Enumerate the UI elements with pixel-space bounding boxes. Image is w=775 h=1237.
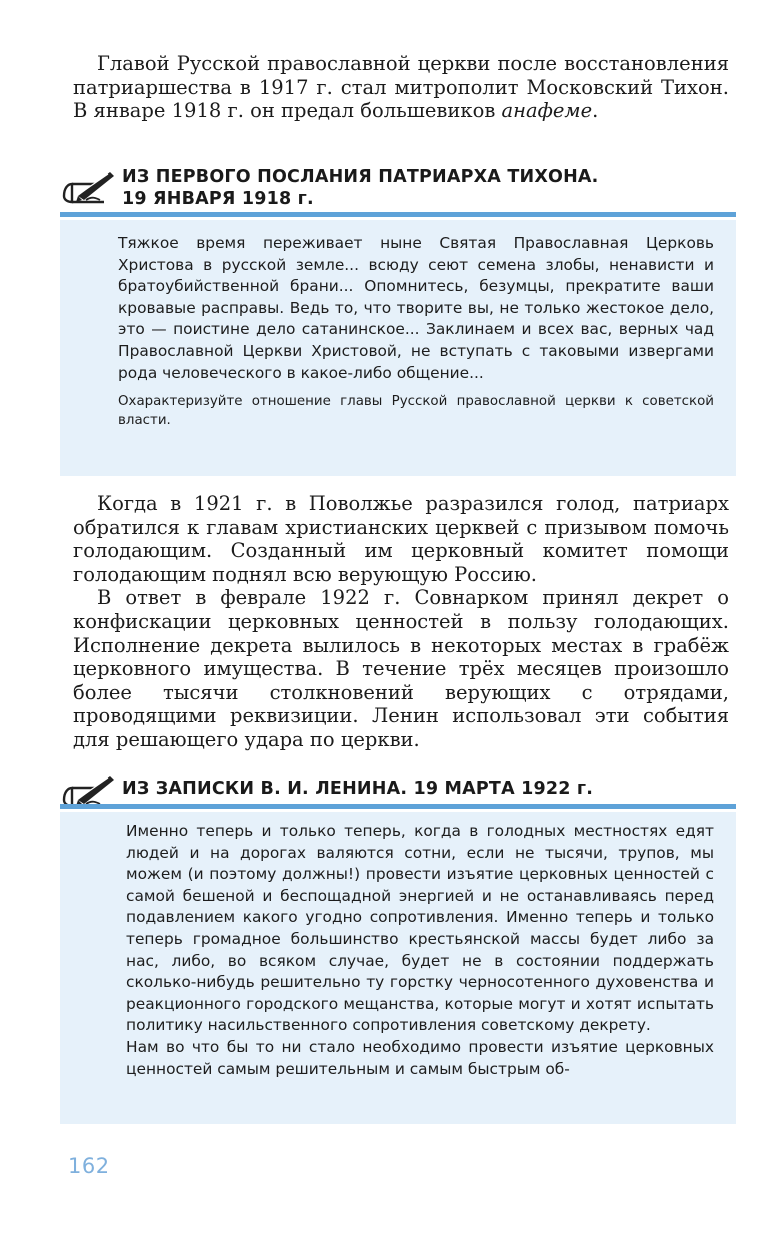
document1-quote-box [60,220,736,476]
document2-quote-p2: Нам во что бы то ни стало необходимо провести изъятие церковных ценностей самым решительным и самым быстрым об- [126,1037,714,1078]
document1-title-line2: 19 ЯНВАРЯ 1918 г. [122,189,314,209]
intro-paragraph [73,52,729,123]
document2-quote-box [60,812,736,1124]
paragraph-decree: В ответ в феврале 1922 г. Совнарком принял декрет о конфискации церковных ценностей в пользу голодающих. Исполнение декрета вылилось в некоторых местах в грабёж церковного имущества. В течение трёх месяцев произошло более тысячи столкновений верующих с отрядами, проводящими реквизиции. Ленин использовал эти события для решающего удара по церкви. [73,586,729,751]
document1-quote [118,233,714,384]
paragraph-famine: Когда в 1921 г. в Поволжье разразился голод, патриарх обратился к главам христианских церквей с призывом помочь голодающим. Созданный им церковный комитет помощи голодающим поднял всю верующую Россию. [73,492,729,586]
document1-quote-text: Тяжкое время переживает ныне Святая Православная Церковь Христова в русской земле... всюду сеют семена злобы, ненависти и братоубийственной брани... Опомнитесь, безумцы, прекратите ваши кровавые расправы. Ведь то, что творите вы, не только жестокое дело, это — поистине дело сатанинское... Заклинаем и всех вас, верных чад Православной Церкви Христовой, не вступать с таковыми извергами рода человеческого в какое-либо общение... [118,234,714,382]
quill-pen-icon [60,166,118,210]
document1-header [60,166,732,210]
document2-rule [60,804,736,809]
document1-title-line1: ИЗ ПЕРВОГО ПОСЛАНИЯ ПАТРИАРХА ТИХОНА. [122,167,599,187]
intro-text: Главой Русской православной церкви после восстановления патриаршества в 1917 г. стал митрополит Московский Тихон. В январе 1918 г. он предал большевиков [73,52,729,123]
document2-quote [126,821,714,1080]
document2-title: ИЗ ЗАПИСКИ В. И. ЛЕНИНА. 19 МАРТА 1922 г. [122,779,594,799]
document1-task: Охарактеризуйте отношение главы Русской православной церкви к советской власти. [118,394,714,429]
page-number: 162 [68,1154,110,1178]
middle-paragraphs [73,492,729,752]
intro-end: . [592,99,599,123]
intro-italic-term: анафеме [501,99,593,123]
document1-rule [60,212,736,217]
document2-quote-p1: Именно теперь и только теперь, когда в голодных местностях едят людей и на дорогах валяются сотни, если не тысячи, трупов, мы можем (и поэтому должны!) провести изъятие церковных ценностей с самой бешеной и беспощадной энергией и не останавливаясь перед подавлением какого угодно сопротивления. Именно теперь и только теперь громадное большинство крестьянской массы будет либо за нас, либо, во всяком случае, будет не в состоянии поддержать сколько-нибудь решительно ту горстку черносотенного духовенства и реакционного городского мещанства, которые могут и хотят испытать политику насильственного сопротивления советскому декрету. [126,822,714,1035]
document1-title [122,166,599,210]
